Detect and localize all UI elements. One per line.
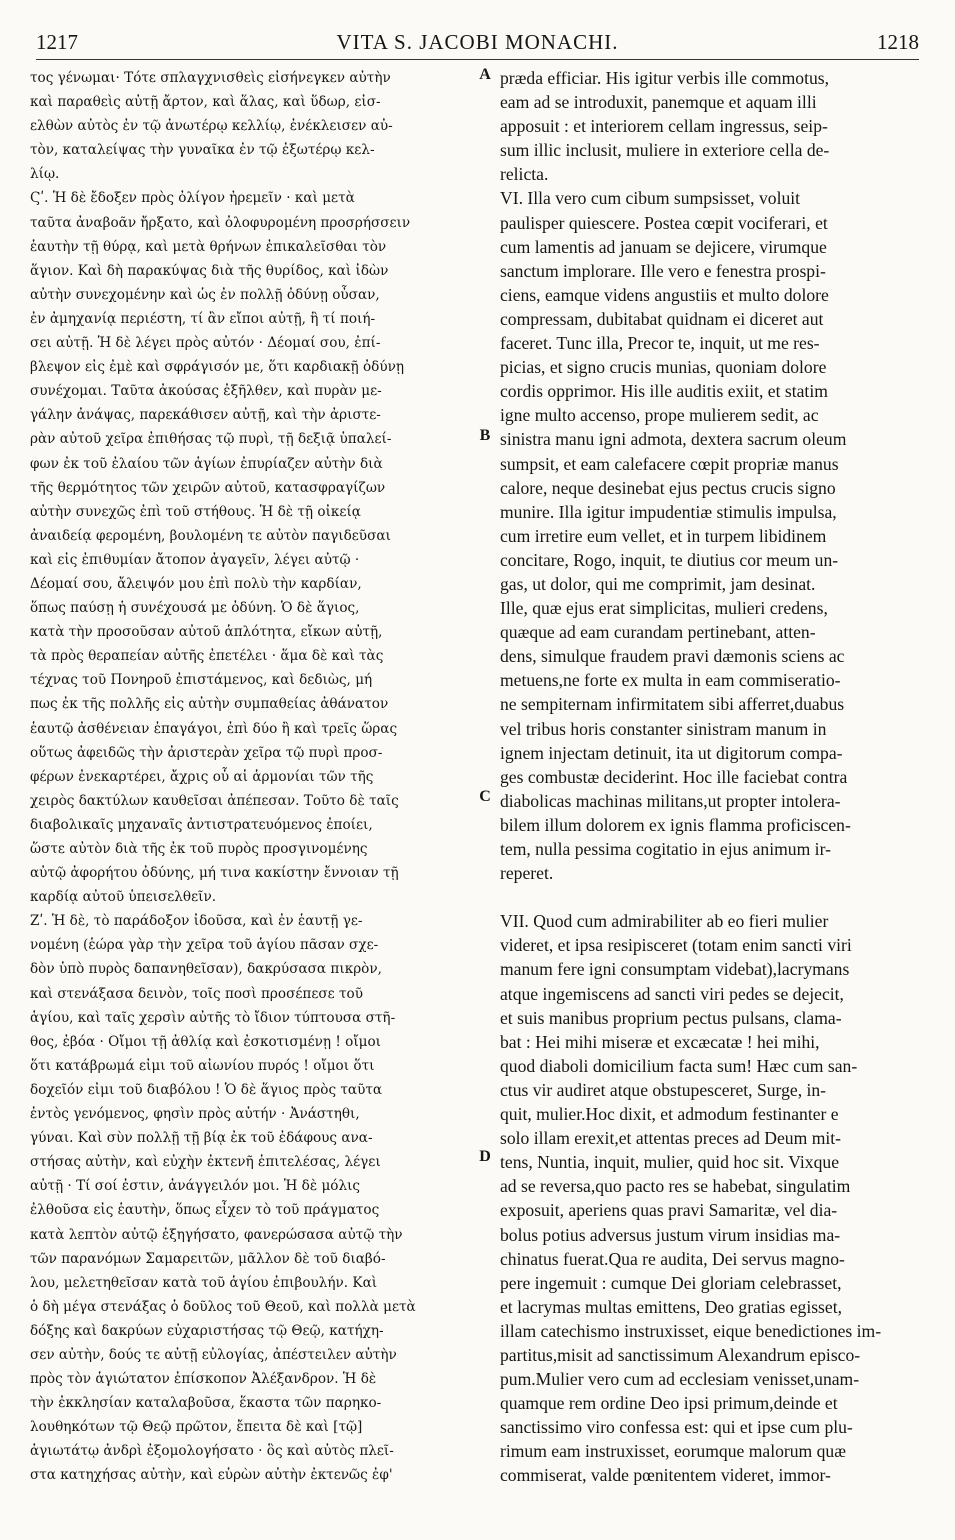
greek-text-line: τέχνας τοῦ Πονηροῦ ἐπιστάμενος, καὶ δεδιὼς, μή [30,672,373,689]
latin-text-line: tem, nulla pessima cogitatio in ejus animum ir- [500,839,831,859]
latin-text-line: concitare, Rogo, inquit, te diutius cor meum un- [500,549,839,570]
latin-text-line: cum irretire eum vellet, et in turpem libidinem [500,525,827,546]
latin-text-line: bilem illum dolorem ex ignis flamma proficiscen- [500,814,851,835]
greek-text-line: φέρων ἐνεκαρτέρει, ἄχρις οὗ αἱ ἁρμονίαι τῶν τῆς [30,768,374,785]
latin-text-line: Ille, quæ ejus erat simplicitas, mulieri credens, [500,598,828,619]
latin-text-line: rimum eam instruxisset, eorumque malorum quæ [500,1441,846,1462]
latin-text-line: solo illam erexit,et attentas preces ad Deum mit- [500,1128,842,1149]
greek-text-line: ὅτι κατάβρωμά εἰμι τοῦ αἰωνίου πυρός ! οἴμοι ὅτι [30,1057,375,1074]
greek-text-line: νομένη (ἑώρα γὰρ τὴν χεῖρα τοῦ ἁγίου πᾶσαν σχε- [30,937,379,954]
latin-text-line: exposuit, aperiens quas pravi Samaritæ, vel dia- [500,1200,838,1221]
latin-text-line: calore, neque desinebat ejus pectus crucis signo [500,477,836,498]
page-number-right: 1218 [877,30,919,54]
greek-text-line: τῆς θερμότητος τῶν χειρῶν αὐτοῦ, κατασφραγίζων [30,479,386,496]
greek-text-line: λίῳ. [30,166,60,183]
latin-text-line: et lacrymas multas emittens, Deo gratias egisset, [500,1296,843,1317]
greek-text-line: αὐτὴν συνεχομένην καὶ ὡς ἐν πολλῇ ὀδύνῃ οὖσαν, [30,286,380,303]
greek-text-line: ἅγιον. Καὶ δὴ παρακύψας διὰ τῆς θυρίδος, καὶ ἰδὼν [30,262,389,279]
greek-text-line: ὁ δὴ μέγα στενάξας ὁ δοῦλος τοῦ Θεοῦ, καὶ πολλὰ μετὰ [30,1298,416,1315]
latin-text-line: picias, et signo crucis munias, quoniam dolore [500,357,827,378]
greek-text-line: δοχεῖόν εἰμι τοῦ διαβόλου ! Ὁ δὲ ἅγιος πρὸς ταῦτα [30,1081,383,1098]
greek-text-line: τὰ πρὸς θεραπείαν αὐτῆς ἐπετέλει · ἅμα δὲ καὶ τὰς [30,648,384,665]
latin-text-line: et suis manibus proprium pectus pulsans, clama- [500,1007,842,1028]
greek-text-line: γύναι. Καὶ σὺν πολλῇ τῇ βίᾳ ἐκ τοῦ ἐδάφους ανα- [30,1130,373,1147]
latin-text-line: sum illic inclusit, muliere in exteriore cella de- [500,140,830,161]
greek-text-line: λουθηκότων τῷ Θεῷ πρῶτον, ἔπειτα δὲ καὶ [τῷ] [30,1419,363,1436]
greek-text-line: ὅπως παύσῃ ἡ συνέχουσά με ὀδύνη. Ὁ δὲ ἅγιος, [30,600,360,617]
latin-text-line: cordis opprimor. His ille auditis exiit, et statim [500,381,828,402]
greek-text-line: καὶ παραθεὶς αὐτῇ ἄρτον, καὶ ἅλας, καὶ ὕδωρ, εἰσ- [30,94,381,111]
greek-text-line: αὐτὴν συνεχῶς ἐπὶ τοῦ στήθους. Ἡ δὲ τῇ οἰκείᾳ [30,503,361,520]
latin-text-line: vel tribus horis constanter sinistram manum in [500,718,827,739]
latin-text-line: manum fere igni consumptam videbat),lacrymans [500,959,850,980]
latin-text-line: ne sempiternam infirmitatem sibi afferret,duabus [500,694,845,715]
latin-text-line: diabolicas machinas militans,ut propter intolera- [500,790,841,811]
greek-column [30,66,476,1488]
greek-text-line: ἑαυτῷ ἀσθένειαν ἐπαγάγοι, ἐπὶ δύο ἢ καὶ τρεῖς ὥρας [30,720,398,737]
latin-text-line: pum.Mulier vero cum ad ecclesiam venisset,unam- [500,1369,860,1390]
latin-text-line: partitus,misit ad sanctissimum Alexandrum episco- [500,1344,861,1365]
latin-text-line: ignem injectam detinuit, ita ut digitorum compa- [500,742,843,763]
greek-text-line: καρδίᾳ αὐτοῦ ὑπεισελθεῖν. [30,889,217,906]
greek-text-line: θος, ἐβόα · Οἴμοι τῇ ἀθλίᾳ καὶ ἐσκοτισμένῃ ! οἴμοι [30,1033,382,1050]
greek-text-line: Ζʹ. Ἡ δὲ, τὸ παράδοξον ἰδοῦσα, καὶ ἐν ἑαυτῇ γε- [30,913,363,930]
greek-text-line: κατὰ τὴν προσοῦσαν αὐτοῦ ἁπλότητα, εἴκων αὐτῇ, [30,624,383,641]
page-header [36,30,919,56]
latin-text-line: sanctissimo viro confessa est: qui et ipse cum plu- [500,1417,853,1438]
greek-text-line: συνέχομαι. Ταῦτα ἀκούσας ἐξῆλθεν, καὶ πυρὰν με- [30,383,382,400]
latin-text-line: eam ad se introduxit, panemque et aquam illi [500,92,817,113]
greek-text-line: πρὸς τὸν ἁγιώτατον ἐπίσκοπον Ἀλέξανδρον. Ἡ δὲ [30,1371,377,1388]
greek-text-line: καὶ στενάξασα δεινὸν, τοῖς ποσὶ προσέπεσε τοῦ [30,985,364,1002]
latin-text-line: quit, mulier.Hoc dixit, et admodum festinanter e [500,1104,839,1125]
greek-text-line: ρὰν αὐτοῦ χεῖρα ἐπιθήσας τῷ πυρὶ, τῇ δεξιᾷ ὑπαλεί- [30,431,392,448]
greek-text-line: ὥστε αὐτὸν διὰ τῆς ἐκ τοῦ πυρὸς προσγινομένης [30,841,368,857]
latin-text-line: bolus potius adversus justum virum insidias ma- [500,1224,841,1245]
section-marker-b: B [479,427,491,444]
latin-text-line: sanctum implorare. Ille vero e fenestra prospi- [500,260,826,281]
latin-column [500,66,922,1488]
latin-text-line: VII. Quod cum admirabiliter ab eo fieri mulier [500,911,829,932]
greek-text-line: ἁγίου, καὶ ταῖς χερσὶν αὐτῆς τὸ ἴδιον τύπτουσα στῆ- [30,1009,396,1026]
greek-text-line: δόξης καὶ δακρύων εὐχαριστήσας τῷ Θεῷ, κατήχη- [30,1322,384,1339]
greek-text-line: ἑαυτὴν τῇ θύρᾳ, καὶ μετὰ θρήνων ἐπικαλεῖσθαι τὸν [30,238,387,255]
latin-text-line: relicta. [500,164,549,185]
greek-text-line: χειρὸς δακτύλων καυθεῖσαι ἀπέπεσαν. Τοῦτο δὲ ταῖς [30,792,399,809]
latin-text-line: sinistra manu igni admota, dextera sacrum oleum [500,429,847,450]
greek-text-line: τὴν ἐκκλησίαν καταλαβοῦσα, ἕκαστα τῶν παρηκο- [30,1395,382,1412]
latin-text-line: compressam, dubitabat quidnam ei diceret aut [500,308,824,329]
greek-text-line: Δέομαί σου, ἄλειψόν μου ἐπὶ πολὺ τὴν καρδίαν, [30,575,362,592]
greek-text-line: σει αὐτῇ. Ἡ δὲ λέγει πρὸς αὐτόν · Δέομαί σου, ἐπί- [30,335,381,352]
greek-text-line: τὸν, καταλείψας τὴν γυναῖκα ἐν τῷ ἐξωτέρῳ κελ- [30,142,375,159]
greek-text-line: Ϛʹ. Ἡ δὲ ἔδοξεν πρὸς ὀλίγον ἠρεμεῖν · καὶ μετὰ [30,190,355,207]
greek-text-line: τος γένωμαι· Τότε σπλαγχνισθεὶς εἰσήνεγκεν αὐτὴν [30,70,391,86]
latin-text-line: quod diaboli domicilium facta sum! Hæc cum san- [500,1055,858,1076]
latin-text-line: chinatus fuerat.Qua re audita, Dei servus magno- [500,1248,845,1269]
greek-text-line: οὕτως ἀφειδῶς τὴν ἀριστερὰν χεῖρα τῷ πυρὶ προσ- [30,744,383,761]
greek-text-line: διαβολικαῖς μηχαναῖς ἀντιστρατευόμενος ἐποίει, [30,816,373,833]
greek-text-line: αὐτῇ · Τί σοί ἐστιν, ἀνάγγειλόν μοι. Ἡ δὲ μόλις [30,1178,361,1195]
page-number-left: 1217 [36,30,78,54]
latin-text-line: præda efficiar. His igitur verbis ille commotus, [500,68,830,88]
greek-text-line: βλεψον εἰς ἐμὲ καὶ σφράγισόν με, ὅτι καρδιακῇ ὀδύνῃ [30,359,405,376]
greek-text-line: ἀναιδείᾳ φερομένη, βουλομένη τε αὐτὸν παγιδεῦσαι [30,527,391,544]
latin-text-line: tens, Nuntia, inquit, mulier, quid hoc sit. Vixque [500,1152,840,1173]
latin-text-line: dens, simulque fraudem pravi dæmonis sciens ac [500,646,845,667]
latin-text-line: faceret. Tunc illa, Precor te, inquit, ut me res- [500,333,820,354]
greek-text-line: ἐν ἀμηχανίᾳ περιέστη, τί ἂν εἴποι αὐτῇ, ἢ τί ποιή- [30,310,376,327]
latin-text-line: sumpsit, et eam calefacere cœpit propriæ manus [500,453,839,474]
latin-text-line: videret, et ipsa resipisceret (totam enim sancti viri [500,935,852,956]
latin-text-line: paulisper quiescere. Postea cœpit vociferari, et [500,212,828,233]
greek-text-line: λου, μελετηθεῖσαν κατὰ τοῦ ἁγίου ἐπιβουλήν. Καὶ [30,1274,378,1291]
latin-text-line: cum lamentis ad januam se dejicere, virumque [500,236,827,257]
greek-text-line: στήσας αὐτὴν, καὶ εὐχὴν ἐκτενῆ ἐπιτελέσας, λέγει [30,1154,381,1171]
latin-text-line: metuens,ne forte ex multa in eam commiseratio- [500,670,841,691]
latin-text-line: pere ingemuit : cumque Dei gloriam celebrasset, [500,1272,842,1293]
greek-text-line: πως ἐκ τῆς πολλῆς εἰς αὐτὴν συμπαθείας ἀθάνατον [30,696,389,713]
section-marker-c: C [479,788,491,805]
greek-text-line: τῶν παρανόμων Σαμαρειτῶν, μᾶλλον δὲ τοῦ διαβό- [30,1250,386,1267]
latin-text-line: reperet. [500,863,554,884]
latin-text-line: munire. Illa igitur impudentiæ stimulis impulsa, [500,501,837,522]
latin-text-line: ciens, eamque videns angustiis et multo dolore [500,284,829,305]
latin-text-line: atque ingemiscens ad sancti viri pedes se dejecit, [500,983,844,1004]
greek-text-line: ἐλθοῦσα εἰς ἑαυτὴν, ὅπως εἶχεν τὸ τοῦ πράγματος [30,1202,380,1219]
latin-text-line: ad se reversa,quo pacto res se habebat, singulatim [500,1176,851,1197]
greek-text-line: ταῦτα ἀναβοᾶν ἤρξατο, καὶ ὀλοφυρομένη προσρήσσειν [30,214,411,231]
latin-text-line: commiserat, valde pœnitentem videret, immor- [500,1465,831,1486]
greek-text-line: ἁγιωτάτῳ ἀνδρὶ ἐξομολογήσατο · ὃς καὶ αὐτὸς πλεῖ- [30,1443,394,1460]
latin-text-line: gas, ut dolor, qui me comprimit, jam desinat. [500,573,816,594]
latin-text-line: quamque rem ordine Deo ipsi primum,deinde et [500,1393,838,1414]
latin-text-line: illam catechismo instruxisset, eique benedictiones im- [500,1320,882,1341]
section-marker-a: A [479,66,491,83]
section-marker-d: D [479,1148,491,1165]
greek-text-line: στα κατηχήσας αὐτὴν, καὶ εὑρὼν αὐτὴν ἐκτενῶς ἐφ' [30,1467,393,1484]
latin-text-line: bat : Hei mihi miseræ et excæcatæ ! hei mihi, [500,1031,820,1052]
greek-text-line: δὸν ὑπὸ πυρὸς δαπανηθεῖσαν), δακρύσασα πικρὸν, [30,961,382,978]
latin-text-line: ges combustæ deciderint. Hoc ille faciebat contra [500,766,848,787]
running-title: VITA S. JACOBI MONACHI. [336,30,619,54]
greek-text-line: φων ἐκ τοῦ ἐλαίου τῶν ἁγίων ἐπυρίαζεν αὐτὴν διὰ [30,455,383,472]
greek-text-line: σεν αὐτὴν, δούς τε αὐτῇ εὐλογίας, ἀπέστειλεν αὐτὴν [30,1346,397,1363]
greek-text-line: ελθὼν αὐτὸς ἐν τῷ ἀνωτέρῳ κελλίῳ, ἐνέκλεισεν αὐ- [30,118,393,135]
header-rule [36,59,919,60]
greek-text-line: αὐτῷ ἀφορήτου ὀδύνης, μή τινα κακίστην ἔννοιαν τῇ [30,865,399,882]
greek-text-line: γάλην ἀνάψας, παρεκάθισεν αὐτῇ, καὶ τὴν ἀριστε- [30,407,381,424]
latin-text-line: quæque ad eam curandam pertinebant, atten- [500,622,816,643]
latin-text-line: igne multo accenso, prope mulierem sedit, ac [500,405,819,426]
latin-text-line: VI. Illa vero cum cibum sumpsisset, voluit [500,188,801,209]
latin-text-line: apposuit : et interiorem cellam ingressus, seip- [500,116,828,137]
greek-text-line: καὶ εἰς ἐπιθυμίαν ἄτοπον ἀγαγεῖν, λέγει αὐτῷ · [30,551,360,568]
greek-text-line: κατὰ λεπτὸν αὐτῷ ἐξηγήσατο, φανερώσασα αὐτῷ τὴν [30,1226,403,1243]
greek-text-line: ἐντὸς γενόμενος, φησὶν πρὸς αὐτήν · Ἀνάστηθι, [30,1106,360,1123]
latin-text-line: ctus vir audiret atque obstupesceret, Surge, in- [500,1079,827,1100]
latin-text-line [500,885,922,909]
